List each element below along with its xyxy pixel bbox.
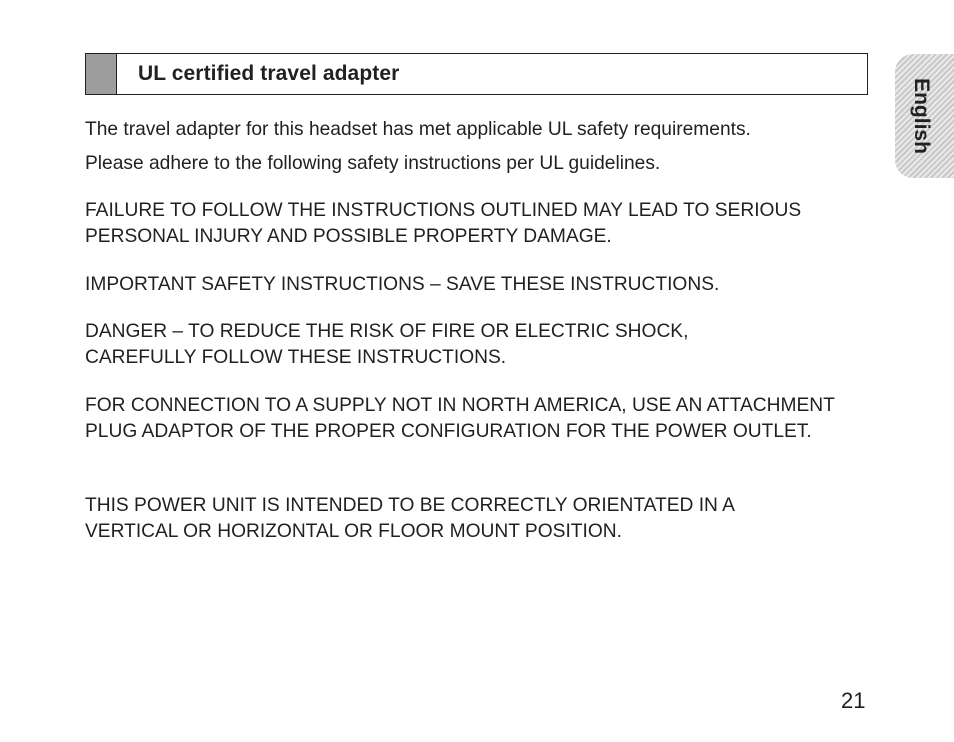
section-header [85,53,868,95]
paragraph-ul-requirements: The travel adapter for this headset has met applicable UL safety requirements. [85,119,751,140]
section-title: UL certified travel adapter [138,62,400,85]
paragraph-power-unit: THIS POWER UNIT IS INTENDED TO BE CORRECTLY ORIENTATED IN A VERTICAL OR HORIZONTAL OR FLOOR MOUNT POSITION. [85,495,734,542]
paragraph-connection: FOR CONNECTION TO A SUPPLY NOT IN NORTH AMERICA, USE AN ATTACHMENT PLUG ADAPTOR OF THE PROPER CONFIGURATION FOR THE POWER OUTLET. [85,395,835,442]
paragraph-important-safety: IMPORTANT SAFETY INSTRUCTIONS – SAVE THESE INSTRUCTIONS. [85,274,720,295]
paragraph-ul-guidelines: Please adhere to the following safety instructions per UL guidelines. [85,153,661,174]
paragraph-danger: DANGER – TO REDUCE THE RISK OF FIRE OR ELECTRIC SHOCK, CAREFULLY FOLLOW THESE INSTRUCTIONS. [85,321,689,368]
paragraph-failure-warning: FAILURE TO FOLLOW THE INSTRUCTIONS OUTLINED MAY LEAD TO SERIOUS PERSONAL INJURY AND POSSIBLE PROPERTY DAMAGE. [85,200,802,247]
language-tab [895,54,954,178]
header-gray-marker [86,54,117,94]
page-number: 21 [841,688,866,713]
language-tab-label: English [910,78,933,154]
